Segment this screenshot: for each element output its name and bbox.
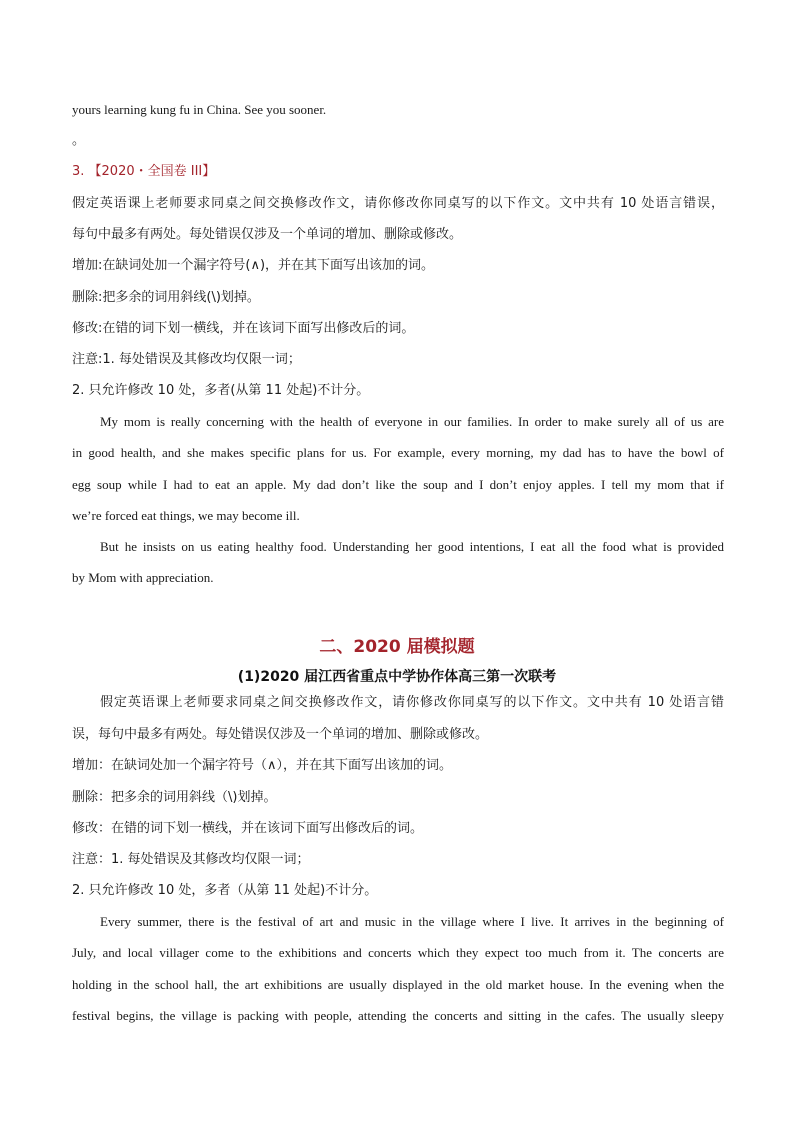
instruction-line: 注意：1. 每处错误及其修改均仅限一词； [72,852,310,867]
instruction-line: 增加:在缺词处加一个漏字符号(∧)，并在其下面写出该加的词。 [72,258,435,273]
instruction-line: 2. 只允许修改 10 处，多者(从第 11 处起)不计分。 [72,383,370,398]
instruction-line: 增加：在缺词处加一个漏字符号（∧），并在其下面写出该加的词。 [72,758,453,773]
instruction-line: 修改:在错的词下划一横线，并在该词下面写出修改后的词。 [72,321,415,336]
section-subtitle: (1)2020 届江西省重点中学协作体高三第一次联考 [237,669,557,685]
instruction-line: 注意:1. 每处错误及其修改均仅限一词； [72,352,301,367]
instruction-line: 删除：把多余的词用斜线（\)划掉。 [72,790,277,805]
question-label: 3. 【2020・全国卷 III】 [72,164,216,179]
passage-line: July, and local villager come to the exhibitions and concerts which they expect too much from it. The concerts are [72,945,724,960]
passage-line: My mom is really concerning with the health of everyone in our families. In order to make surely all of us are [100,414,724,429]
continuation-mark: 。 [72,133,86,148]
instruction-line: 删除:把多余的词用斜线(\)划掉。 [72,290,260,305]
instruction-line: 每句中最多有两处。每处错误仅涉及一个单词的增加、删除或修改。 [72,227,463,242]
instruction-line: 误，每句中最多有两处。每处错误仅涉及一个单词的增加、删除或修改。 [72,727,489,742]
instruction-line: 假定英语课上老师要求同桌之间交换修改作文，请你修改你同桌写的以下作文。文中共有 10 处语言错误， [72,196,724,211]
instruction-line: 修改：在错的词下划一横线，并在该词下面写出修改后的词。 [72,821,424,836]
instruction-line: 假定英语课上老师要求同桌之间交换修改作文，请你修改你同桌写的以下作文。文中共有 10 处语言错 [100,695,724,710]
instruction-line: 2. 只允许修改 10 处，多者（从第 11 处起)不计分。 [72,883,378,898]
passage-line: in good health, and she makes specific plans for us. For example, every morning, my dad has to have the bowl of [72,445,724,460]
passage-line: But he insists on us eating healthy food. Understanding her good intentions, I eat all the food what is provided [100,539,724,554]
passage-line: egg soup while I had to eat an apple. My dad don’t like the soup and I don’t enjoy apples. I tell my mom that if [72,477,724,492]
passage-line: festival begins, the village is packing with people, attending the concerts and sitting in the cafes. The usually sleepy [72,1008,724,1023]
continuation-text: yours learning kung fu in China. See you sooner. [72,102,327,117]
passage-line: Every summer, there is the festival of art and music in the village where I live. It arrives in the beginning of [100,914,724,929]
passage-line: we’re forced eat things, we may become ill. [72,508,300,523]
passage-line: by Mom with appreciation. [72,570,214,585]
section-title: 二、2020 届模拟题 [319,637,475,657]
passage-line: holding in the school hall, the art exhibitions are usually displayed in the old market house. In the evening when the [72,977,724,992]
